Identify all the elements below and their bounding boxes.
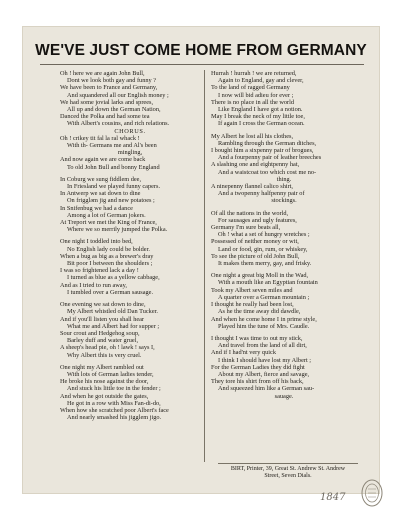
- verse-line: My Albert he lost all his clothes,: [211, 132, 294, 140]
- verse-line: A ninepenny flannel calico shirt,: [211, 183, 294, 191]
- verse-line: For sausages and ugly features,: [218, 216, 297, 224]
- verse-line: And now again we are come back: [60, 156, 146, 164]
- verse-line: Where we so merrily jumped the Polka.: [67, 226, 168, 234]
- verse-line: One evening we sat down to dine,: [60, 301, 146, 309]
- verse-line: Dont we look both gay and funny ?: [67, 77, 157, 85]
- verse-line: With Albert's cousins, and rich relations.: [67, 120, 170, 128]
- verse-line: To the land of ragged Germany: [211, 84, 290, 92]
- verse-line: I now will bid adieu for ever ;: [218, 91, 294, 99]
- verse-line: Oh ! what a set of hungry wretches ;: [218, 231, 310, 239]
- verse-line: One night my Albert rambled out: [60, 363, 144, 371]
- verse-line: At Treport we met the King of France,: [60, 219, 157, 227]
- verse-line: About my Albert, fierce and savage,: [218, 370, 310, 378]
- verse-line: One night I toddled into bed,: [60, 238, 133, 246]
- verse-line: As he the time away did dawdle,: [218, 308, 301, 316]
- verse-line: And as I tried to run away,: [60, 281, 127, 289]
- verse-line: A slashing one and eightpenny hat,: [211, 161, 300, 169]
- verse-line: I think I should have lost my Albert ;: [218, 356, 312, 364]
- verse-line: In Friesland we played funny capers.: [67, 183, 161, 191]
- chorus-heading: CHORUS.: [114, 127, 146, 135]
- verse-line: I tumbled over a German sausage.: [67, 288, 154, 296]
- verse-line: mingling,: [117, 149, 143, 157]
- verse-line: And when he got outside the gates,: [60, 392, 149, 400]
- left-verse-column: [60, 70, 200, 421]
- verse-line: When a bug as big as a brewer's dray: [60, 252, 154, 260]
- verse-line: And if you'll listen you shall hear: [60, 315, 145, 323]
- verse-line: Hurrah ! hurrah ! we are returned,: [211, 70, 297, 77]
- verse-line: Land or food, gin, rum, or whiskey,: [218, 245, 308, 253]
- verse-line: And if I had'nt very quick: [211, 349, 276, 357]
- verse-line: And a waistcoat too which cost me no-: [218, 168, 317, 176]
- handwritten-year: 1847: [320, 492, 346, 503]
- verse-line: And a fourpenny pair of leather breeches: [218, 154, 322, 162]
- verse-line: I thought he really had been lost,: [211, 301, 294, 309]
- column-divider: [204, 70, 205, 462]
- verse-line: Oh ! here we are again John Bull,: [60, 70, 145, 77]
- verse-line: With lots of German ladies tender,: [67, 370, 154, 378]
- verse-line: thing.: [276, 175, 292, 183]
- verse-line: Sour crout and Hedgehog soup,: [60, 329, 140, 337]
- verse-line: There is no place in all the world: [211, 98, 295, 106]
- verse-line: sauage.: [274, 392, 294, 400]
- verse-line: I thought I was time to out my stick,: [211, 334, 303, 342]
- library-stamp-icon: [360, 478, 384, 508]
- verse-line: He broke his nose against the door,: [60, 378, 149, 386]
- verse-line: And squandered all our English money ;: [67, 91, 169, 99]
- verse-line: And when he come home I in prime style,: [211, 315, 317, 323]
- verse-line: We have been to France and Germany,: [60, 84, 158, 92]
- verse-line: I turned as blue as a yellow cabbage,: [67, 274, 160, 282]
- page-title: WE'VE JUST COME HOME FROM GERMANY: [35, 42, 367, 59]
- verse-line: In Snifenbug we had a dance: [60, 204, 133, 212]
- verse-line: When how she scratched poor Albert's face: [60, 406, 169, 414]
- verse-line: Oh ! crikey tit fal la ral whack !: [60, 134, 140, 142]
- verse-line: In Antwerp we sat down to dine: [60, 190, 141, 198]
- broadside-sheet: [22, 26, 380, 503]
- verse-line: Played him the tune of Mrs. Caudle.: [218, 322, 310, 330]
- verse-line: Took my Albert seven miles and: [211, 286, 293, 294]
- verse-line: If again I cross the German ocean.: [218, 120, 305, 128]
- printer-imprint: [218, 463, 358, 480]
- verse-line: With th- Germans me and Al's been: [67, 142, 157, 150]
- verse-line: In Coburg we sung fiddlem dee,: [60, 175, 142, 183]
- verse-line: One night a great big Moll in the Wad,: [211, 272, 309, 280]
- verse-line: Danced the Polka and had some tea: [60, 113, 150, 121]
- verse-line: I bought him a sixpenny pair of brogues,: [211, 147, 314, 155]
- verse-line: And travel from the land of all dirt,: [218, 342, 307, 350]
- verse-line: Rambling through the German ditches,: [218, 139, 317, 147]
- verse-line: I was so frightened lack a day !: [60, 267, 139, 275]
- verse-line: And squeezed him like a German sau-: [218, 385, 315, 393]
- verse-line: We had some jovial larks and sprees,: [60, 98, 154, 106]
- verse-line: On friggləm jig and new potatoes ;: [67, 197, 155, 205]
- verse-line: With a mouth like an Egyptian fountain: [218, 279, 318, 287]
- imprint-line: BIRT, Printer, 39, Great St. Andrew St. Andrew: [230, 466, 346, 472]
- verse-line: Among a lot of German jokers.: [67, 211, 146, 219]
- verse-line: It makes them merry, gay, and frisky.: [218, 260, 312, 268]
- verse-line: All up and down the German Nation,: [67, 106, 161, 114]
- verse-line: Why Albert this is very cruel.: [67, 351, 142, 359]
- verse-line: Barley duff and water gruel,: [67, 337, 139, 345]
- verse-line: Like England I have got a notion.: [218, 106, 303, 114]
- verse-line: Possessed of neither money or wit,: [211, 238, 299, 246]
- verse-line: He got in a row with Miss Fan-di-do,: [67, 399, 161, 407]
- verse-line: For the German Ladies they did fight: [211, 363, 305, 371]
- verse-line: To see the picture of old John Bull,: [211, 252, 300, 260]
- verse-line: And stuck his little toe in the fender ;: [67, 385, 161, 393]
- verse-line: My Albert whistled old Dan Tucker.: [67, 308, 158, 316]
- imprint-line: Street, Seven Dials.: [264, 473, 312, 479]
- right-verse-column: [211, 70, 357, 400]
- verse-line: Bit poor I between the shoulders ;: [67, 260, 153, 268]
- verse-line: What me and Albert had for supper ;: [67, 322, 160, 330]
- verse-line: Germany I'm sure beats all,: [211, 224, 281, 232]
- verse-line: A quarter over a German mountain ;: [218, 293, 310, 301]
- verse-line: They tore his shirt from off his back,: [211, 378, 304, 386]
- verse-line: No English lady could be bolder.: [67, 245, 150, 253]
- title-rule: [40, 64, 364, 65]
- verse-line: To old John Bull and bonny England: [67, 163, 160, 171]
- verse-line: And a twopenny halfpenny pair of: [218, 190, 305, 198]
- verse-line: And nearly smashed his jigglem jigo.: [67, 414, 162, 422]
- verse-line: May I break the neck of my little toe,: [211, 113, 305, 121]
- verse-line: stockings.: [271, 197, 297, 205]
- verse-line: Of all the nations in the world,: [211, 209, 289, 217]
- verse-line: A sheep's head pie, oh ! lawk ! says I,: [60, 344, 155, 352]
- verse-line: Again to England, gay and clever,: [218, 77, 304, 85]
